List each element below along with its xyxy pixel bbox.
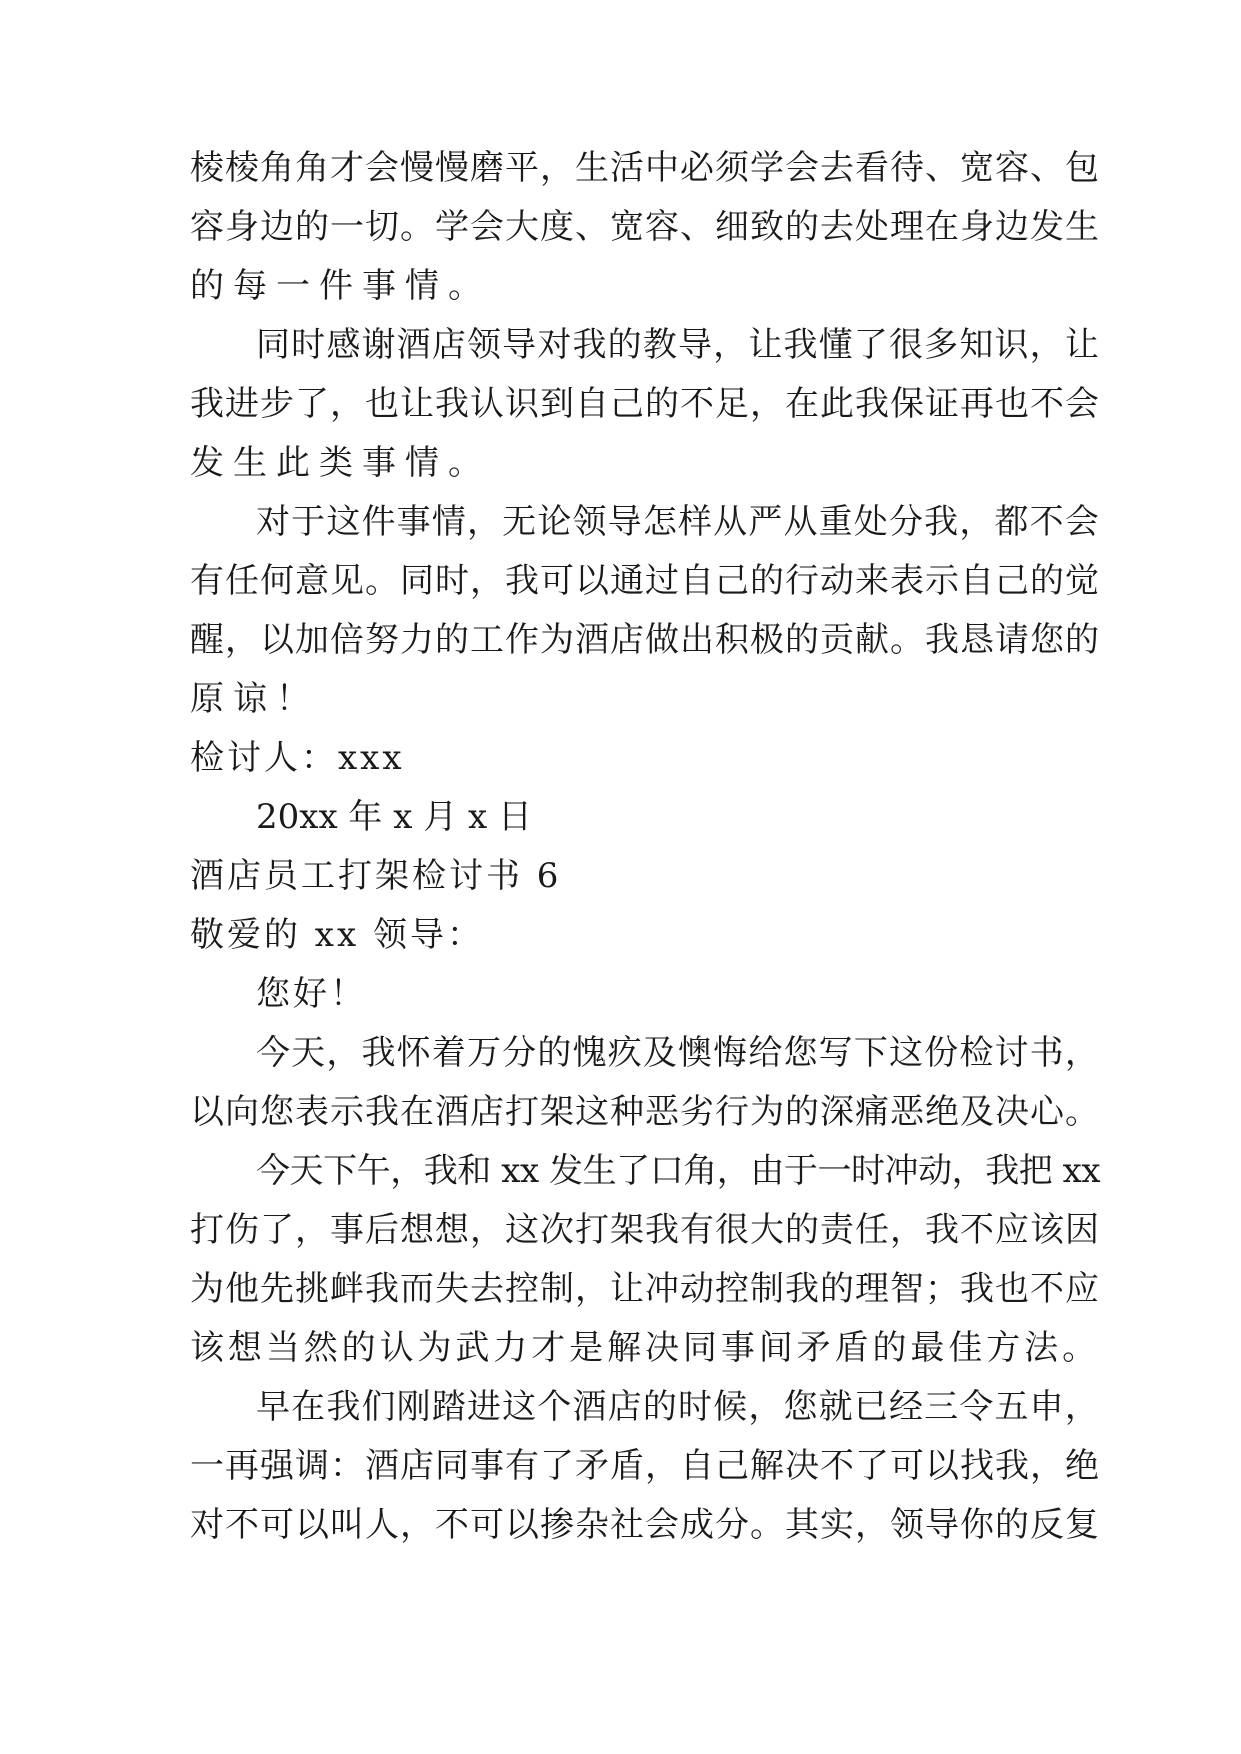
text-line: 容身边的一切。学会大度、宽容、细致的去处理在身边发生 <box>190 207 1100 247</box>
greeting: 您好！ <box>256 974 367 1014</box>
reviewer-signature: 检讨人：xxx <box>190 738 405 778</box>
text-line: 我进步了，也让我认识到自己的不足，在此我保证再也不会 <box>190 384 1100 424</box>
text-line: 发生此类事情。 <box>190 443 491 483</box>
signature-date: 20xx 年 x 月 x 日 <box>256 797 533 837</box>
text-line: 打伤了，事后想想，这次打架我有很大的责任，我不应该因 <box>190 1210 1100 1250</box>
text-line: 早在我们刚踏进这个酒店的时候，您就已经三令五申， <box>256 1387 1100 1427</box>
text-line: 对于这件事情，无论领导怎样从严从重处分我，都不会 <box>256 502 1100 542</box>
salutation: 敬爱的 xx 领导： <box>190 915 484 955</box>
text-line: 的每一件事情。 <box>190 266 491 306</box>
text-line: 原谅！ <box>190 679 319 719</box>
text-line: 醒，以加倍努力的工作为酒店做出积极的贡献。我恳请您的 <box>190 620 1100 660</box>
letter-title: 酒店员工打架检讨书 6 <box>190 856 562 896</box>
text-line: 以向您表示我在酒店打架这种恶劣行为的深痛恶绝及决心。 <box>190 1092 1100 1132</box>
text-line: 今天，我怀着万分的愧疚及懊悔给您写下这份检讨书， <box>256 1033 1100 1073</box>
text-line: 棱棱角角才会慢慢磨平，生活中必须学会去看待、宽容、包 <box>190 148 1100 188</box>
text-line: 为他先挑衅我而失去控制，让冲动控制我的理智；我也不应 <box>190 1269 1100 1309</box>
text-line: 一再强调：酒店同事有了矛盾，自己解决不了可以找我，绝 <box>190 1446 1100 1486</box>
text-line: 该想当然的认为武力才是解决同事间矛盾的最佳方法。 <box>190 1328 1100 1368</box>
text-line: 对不可以叫人，不可以掺杂社会成分。其实，领导你的反复 <box>190 1505 1100 1545</box>
text-line: 同时感谢酒店领导对我的教导，让我懂了很多知识，让 <box>256 325 1100 365</box>
text-line: 今天下午，我和 xx 发生了口角，由于一时冲动，我把 xx <box>256 1151 1101 1191</box>
text-line: 有任何意见。同时，我可以通过自己的行动来表示自己的觉 <box>190 561 1100 601</box>
